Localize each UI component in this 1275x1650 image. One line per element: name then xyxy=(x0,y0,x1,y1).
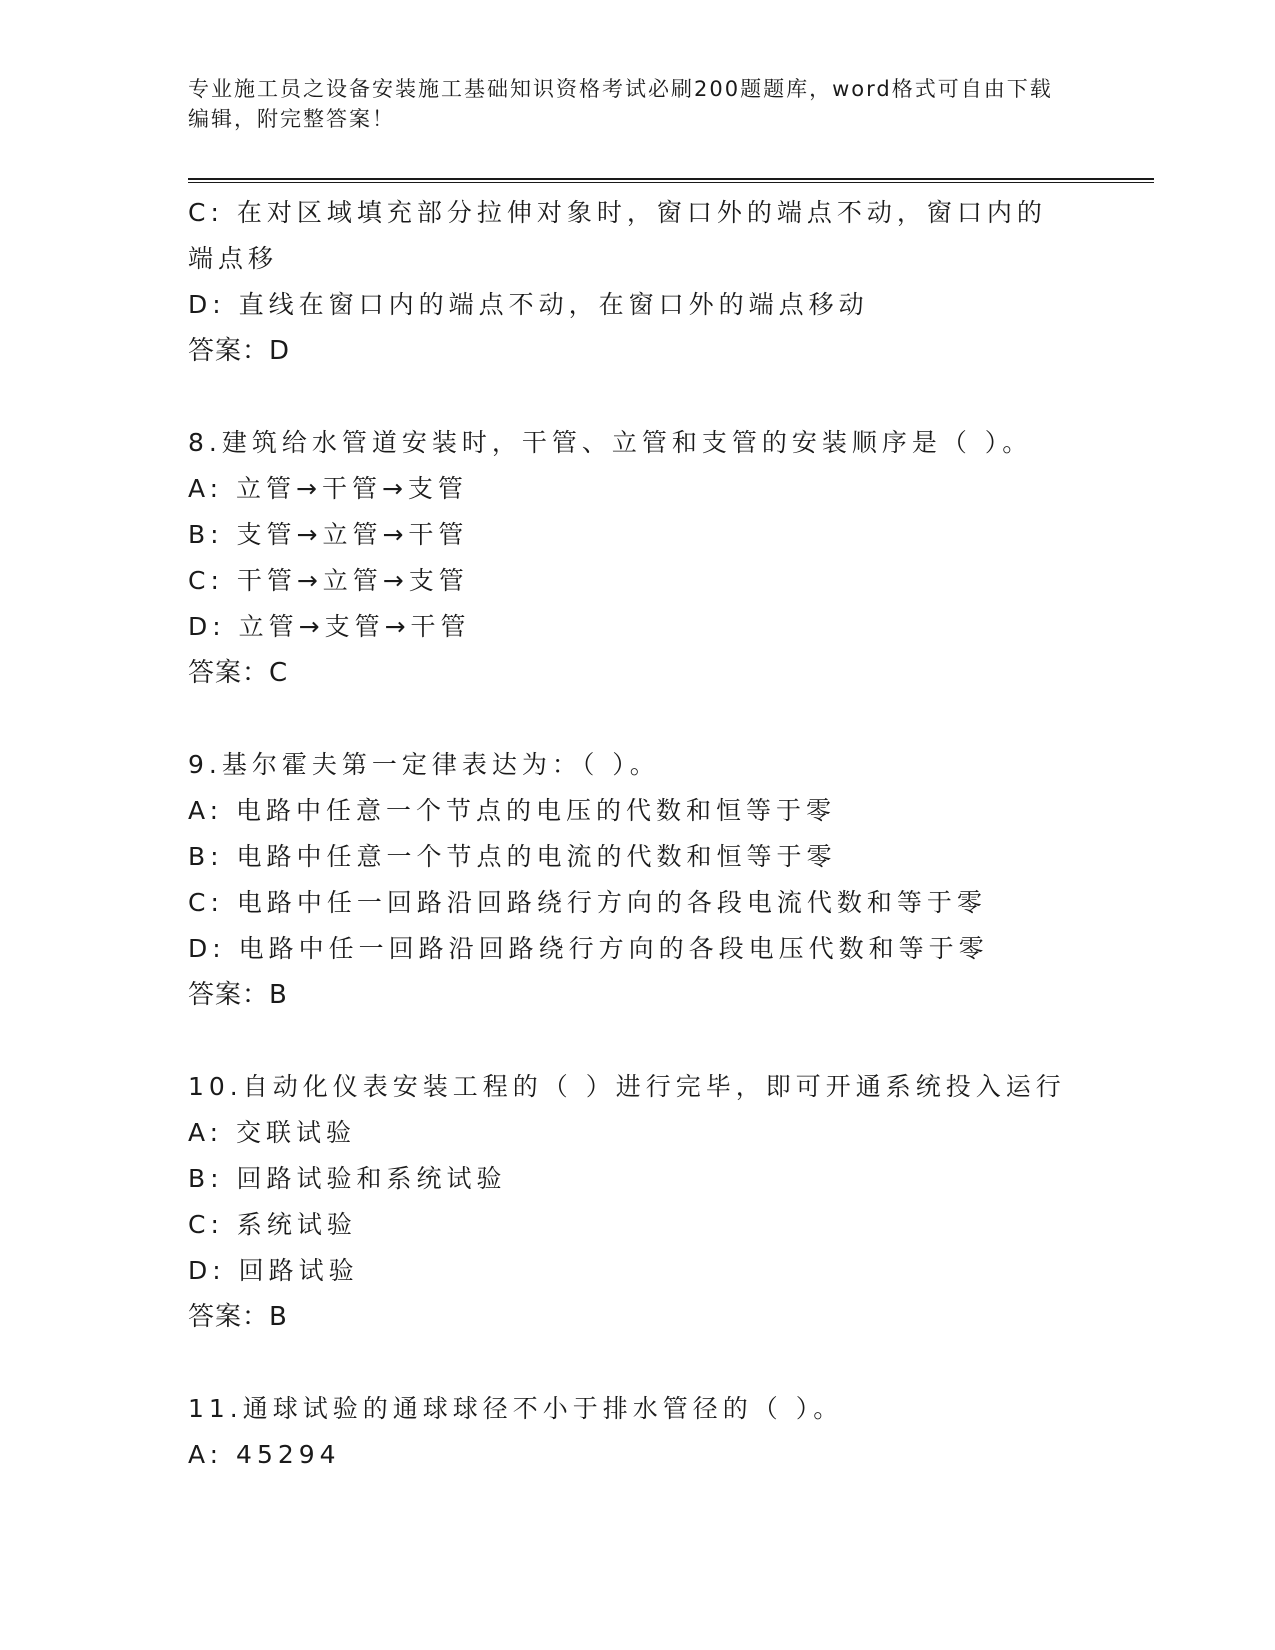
option-c: C: 系统试验 xyxy=(188,1210,357,1239)
answer-line: 答案：B xyxy=(188,980,288,1010)
question-stem: 8.建筑给水管道安装时，干管、立管和支管的安装顺序是（ ）。 xyxy=(188,428,1033,457)
option-b: B: 电路中任意一个节点的电流的代数和恒等于零 xyxy=(188,842,837,871)
option-d: D: 直线在窗口内的端点不动，在窗口外的端点移动 xyxy=(188,290,869,319)
question-9 xyxy=(188,742,1154,1018)
answer-line: 答案：C xyxy=(188,658,289,688)
option-b: B: 支管→立管→干管 xyxy=(188,520,469,549)
question-8 xyxy=(188,420,1154,696)
option-a: A: 交联试验 xyxy=(188,1118,357,1147)
option-c: C: 干管→立管→支管 xyxy=(188,566,469,595)
option-a: A: 45294 xyxy=(188,1440,341,1469)
option-d: D: 回路试验 xyxy=(188,1256,359,1285)
option-a: A: 电路中任意一个节点的电压的代数和恒等于零 xyxy=(188,796,837,825)
question-11 xyxy=(188,1386,1154,1478)
question-stem: 9.基尔霍夫第一定律表达为：（ ）。 xyxy=(188,750,660,779)
document-header: 专业施工员之设备安装施工基础知识资格考试必刷200题题库，word格式可自由下载编辑，附完整答案！ xyxy=(188,77,1053,131)
question-stem: 10.自动化仪表安装工程的（ ）进行完毕，即可开通系统投入运行 xyxy=(188,1072,1066,1101)
question-stem: 11.通球试验的通球球径不小于排水管径的（ ）。 xyxy=(188,1394,844,1423)
question-10 xyxy=(188,1064,1154,1340)
option-a: A: 立管→干管→支管 xyxy=(188,474,468,503)
option-c: C: 电路中任一回路沿回路绕行方向的各段电流代数和等于零 xyxy=(188,888,987,917)
option-d: D: 立管→支管→干管 xyxy=(188,612,471,641)
answer-line: 答案：B xyxy=(188,1302,288,1332)
answer-line: 答案：D xyxy=(188,336,291,366)
header-divider xyxy=(188,178,1154,183)
option-c: C: 在对区域填充部分拉伸对象时，窗口外的端点不动，窗口内的端点移 xyxy=(188,198,1047,273)
option-b: B: 回路试验和系统试验 xyxy=(188,1164,507,1193)
question-list xyxy=(188,190,1154,1478)
option-d: D: 电路中任一回路沿回路绕行方向的各段电压代数和等于零 xyxy=(188,934,989,963)
